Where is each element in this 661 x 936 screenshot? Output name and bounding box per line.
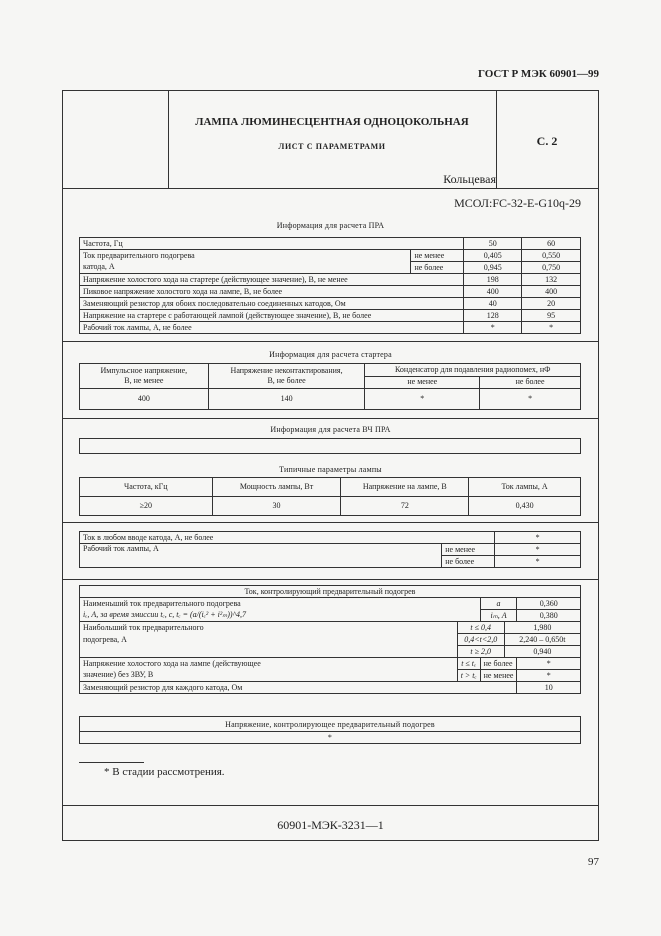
- table-row: катода, А не более 0,945 0,750: [80, 262, 581, 274]
- table-row: Импульсное напряжение, В, не менее Напряжение неконтактирования, В, не более Конденсатор для подавления радиопомех, нФ: [80, 364, 581, 377]
- ballast-table-title: Информация для расчета ПРА: [276, 221, 385, 230]
- table-row: Ток в любом вводе катода, А, не более *: [80, 532, 581, 544]
- table-row: не менее не более: [80, 376, 581, 389]
- table-row: Ток, контролирующий предварительный подогрев: [80, 586, 581, 598]
- sheet-subtitle: ЛИСТ С ПАРАМЕТРАМИ: [278, 142, 386, 151]
- table-row: Ток предварительного подогрева не менее 0,405 0,550: [80, 250, 581, 262]
- table-row: Рабочий ток лампы, А, не более * *: [80, 322, 581, 334]
- table-row: Заменяющий резистор для обоих последовательно соединенных катодов, Ом 40 20: [80, 298, 581, 310]
- voltage-value: *: [327, 733, 333, 742]
- table-row: iₑ, А, за время эмиссии tₑ, с, tₑ = (a/(iₑ² + i²ₘ))^4,7 iₘ, А 0,380: [80, 610, 581, 622]
- hf-empty-box: [79, 438, 581, 454]
- table-row: Пиковое напряжение холостого хода на лампе, В, не более 400 400: [80, 286, 581, 298]
- table-row: Напряжение холостого хода на лампе (действующее t ≤ tₑ не более *: [80, 658, 581, 670]
- typical-table-title: Типичные параметры лампы: [279, 465, 382, 474]
- table-row: не более *: [80, 556, 581, 568]
- standard-number: ГОСТ Р МЭК 60901—99: [478, 68, 599, 80]
- table-row: 400 140 * *: [80, 389, 581, 410]
- lamp-shape: Кольцевая: [443, 172, 496, 186]
- table-row: Частота, Гц 50 60: [80, 238, 581, 250]
- table-row: Наибольший ток предварительного t ≤ 0,4 1,980: [80, 622, 581, 634]
- document-code: 60901-МЭК-3231—1: [277, 818, 384, 832]
- table-row: Рабочий ток лампы, А не менее *: [80, 544, 581, 556]
- voltage-title: Напряжение, контролирующее предварительный подогрев: [225, 720, 435, 729]
- table-row: Напряжение холостого хода на стартере (действующее значение), В, не менее 198 132: [80, 274, 581, 286]
- table-row: значение) без ЗВУ, В t > tₑ не менее *: [80, 670, 581, 682]
- hf-table-title: Информация для расчета ВЧ ПРА: [270, 425, 391, 434]
- table-row: подогрева, А 0,4<t<2,0 2,240 – 0,650t: [80, 634, 581, 646]
- table-row: Наименьший ток предварительного подогрева a 0,360: [80, 598, 581, 610]
- starter-table-title: Информация для расчета стартера: [269, 350, 392, 359]
- ballast-table: [79, 237, 581, 334]
- starter-table: [79, 363, 581, 410]
- footnote: * В стадии рассмотрения.: [104, 766, 225, 778]
- table-row: t ≥ 2,0 0,940: [80, 646, 581, 658]
- table-row: Частота, кГц Мощность лампы, Вт Напряжение на лампе, В Ток лампы, А: [80, 478, 581, 497]
- typical-table: [79, 477, 581, 516]
- table-row: ≥20 30 72 0,430: [80, 497, 581, 516]
- sheet-title: ЛАМПА ЛЮМИНЕСЦЕНТНАЯ ОДНОЦОКОЛЬНАЯ: [195, 116, 469, 128]
- page-number: 97: [588, 856, 599, 868]
- table-row: Напряжение на стартере с работающей лампой (действующее значение), В, не более 128 95: [80, 310, 581, 322]
- preheat-table: [79, 585, 581, 694]
- page-label: С. 2: [536, 134, 558, 148]
- current-table: [79, 531, 581, 568]
- table-row: Заменяющий резистор для каждого катода, Ом 10: [80, 682, 581, 694]
- lamp-designation: МСОЛ:FC-32-E-G10q-29: [454, 196, 581, 210]
